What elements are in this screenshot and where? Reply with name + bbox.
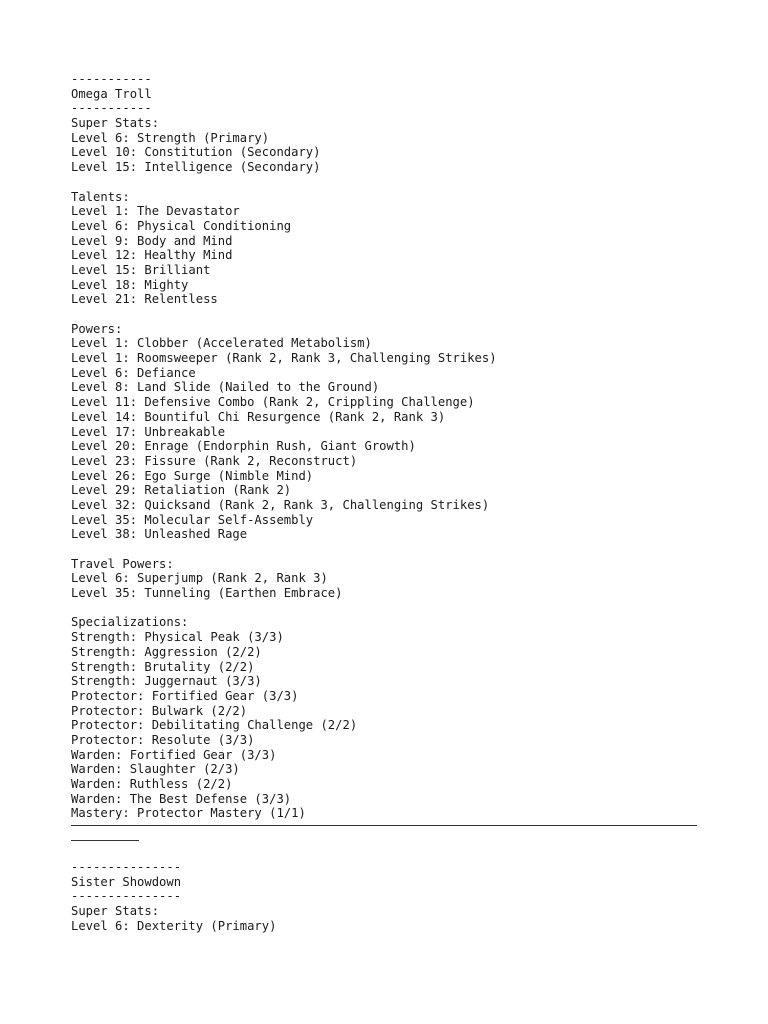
super-stat-entry: Level 10: Constitution (Secondary): [71, 145, 321, 160]
spacer: [71, 175, 711, 190]
power-entry: Level 29: Retaliation (Rank 2): [71, 483, 292, 498]
build-title: Sister Showdown: [71, 874, 182, 889]
spacer: [71, 542, 711, 557]
power-entry: Level 20: Enrage (Endorphin Rush, Giant Growth): [71, 439, 416, 454]
power-entry: Level 23: Fissure (Rank 2, Reconstruct): [71, 453, 358, 468]
talents-header: Talents:: [71, 189, 130, 204]
specialization-entry: Protector: Bulwark (2/2): [71, 703, 248, 718]
omega-troll-build: [71, 72, 711, 821]
power-entry: Level 14: Bountiful Chi Resurgence (Rank 2, Rank 3): [71, 409, 446, 424]
super-stat-entry: Level 6: Strength (Primary): [71, 130, 270, 145]
divider-line-long: [71, 825, 697, 826]
specialization-entry: Strength: Brutality (2/2): [71, 659, 255, 674]
talent-entry: Level 6: Physical Conditioning: [71, 218, 292, 233]
power-entry: Level 38: Unleashed Rage: [71, 527, 248, 542]
specialization-entry: Warden: The Best Defense (3/3): [71, 791, 292, 806]
specialization-entry: Strength: Aggression (2/2): [71, 644, 262, 659]
super-stats-header: Super Stats:: [71, 904, 160, 919]
specialization-entry: Strength: Physical Peak (3/3): [71, 630, 284, 645]
power-entry: Level 32: Quicksand (Rank 2, Rank 3, Challenging Strikes): [71, 497, 490, 512]
specialization-entry: Mastery: Protector Mastery (1/1): [71, 806, 306, 821]
specialization-entry: Protector: Fortified Gear (3/3): [71, 688, 299, 703]
divider-line-short: [71, 840, 139, 841]
super-stat-entry: Level 6: Dexterity (Primary): [71, 918, 277, 933]
specialization-entry: Warden: Ruthless (2/2): [71, 777, 233, 791]
talent-entry: Level 15: Brilliant: [71, 262, 211, 277]
talent-entry: Level 18: Mighty: [71, 277, 189, 292]
travel-powers-header: Travel Powers:: [71, 556, 174, 571]
sister-showdown-build: [71, 860, 711, 933]
power-entry: Level 17: Unbreakable: [71, 424, 226, 439]
title-separator-top: -----------: [71, 72, 152, 86]
power-entry: Level 1: Roomsweeper (Rank 2, Rank 3, Challenging Strikes): [71, 351, 497, 366]
specialization-entry: Strength: Juggernaut (3/3): [71, 674, 262, 689]
specializations-header: Specializations:: [71, 615, 189, 630]
spacer: [71, 601, 711, 616]
build-document: [71, 72, 711, 934]
specialization-entry: Protector: Debilitating Challenge (2/2): [71, 718, 358, 733]
travel-power-entry: Level 6: Superjump (Rank 2, Rank 3): [71, 571, 328, 586]
title-separator-bottom: -----------: [71, 101, 152, 116]
talent-entry: Level 12: Healthy Mind: [71, 248, 233, 263]
specialization-entry: Protector: Resolute (3/3): [71, 732, 255, 747]
spacer: [71, 307, 711, 322]
talent-entry: Level 1: The Devastator: [71, 204, 240, 219]
title-separator-bottom: ---------------: [71, 889, 182, 904]
build-title: Omega Troll: [71, 86, 152, 101]
power-entry: Level 26: Ego Surge (Nimble Mind): [71, 468, 314, 483]
super-stats-header: Super Stats:: [71, 116, 160, 131]
power-entry: Level 8: Land Slide (Nailed to the Ground): [71, 380, 380, 395]
power-entry: Level 11: Defensive Combo (Rank 2, Crippling Challenge): [71, 395, 475, 410]
power-entry: Level 6: Defiance: [71, 365, 196, 380]
section-divider: [71, 821, 711, 860]
travel-power-entry: Level 35: Tunneling (Earthen Embrace): [71, 586, 343, 601]
super-stat-entry: Level 15: Intelligence (Secondary): [71, 160, 321, 175]
power-entry: Level 35: Molecular Self-Assembly: [71, 512, 314, 527]
powers-header: Powers:: [71, 321, 123, 336]
talent-entry: Level 9: Body and Mind: [71, 233, 233, 248]
power-entry: Level 1: Clobber (Accelerated Metabolism): [71, 336, 372, 351]
specialization-entry: Warden: Slaughter (2/3): [71, 762, 240, 777]
specialization-entry: Warden: Fortified Gear (3/3): [71, 747, 277, 762]
talent-entry: Level 21: Relentless: [71, 292, 218, 307]
title-separator-top: ---------------: [71, 860, 182, 875]
